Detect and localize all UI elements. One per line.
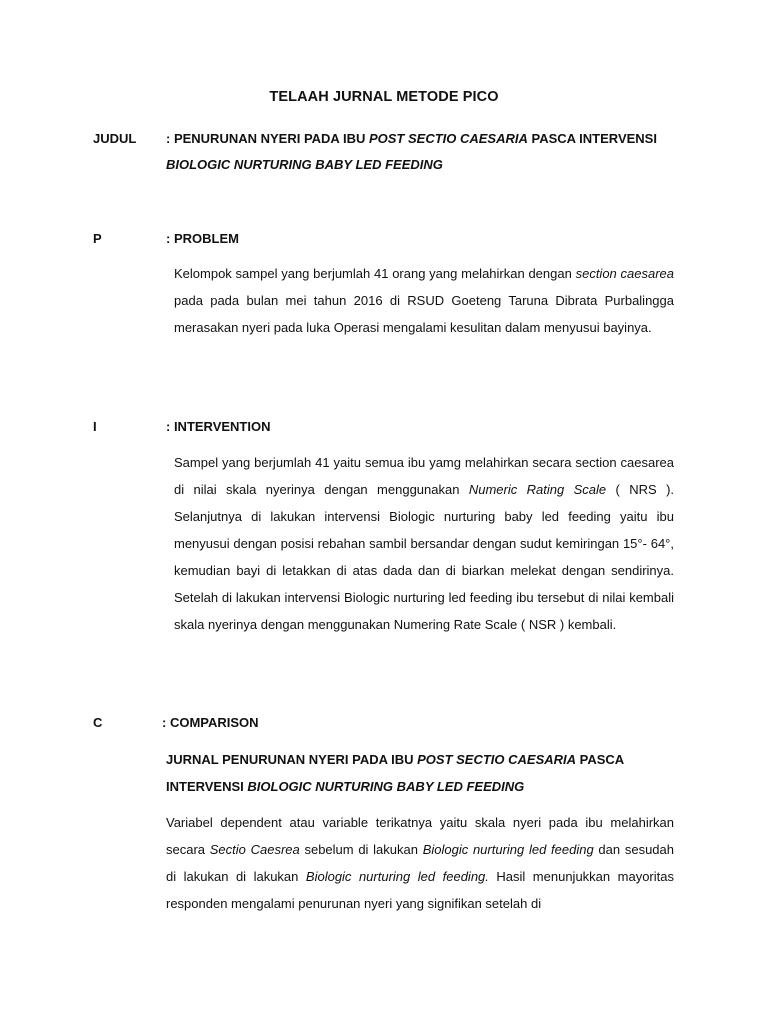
problem-text-1: Kelompok sampel yang berjumlah 41 orang yang melahirkan dengan: [174, 266, 576, 281]
comparison-journal-line-1: [166, 752, 624, 767]
judul-line-2: BIOLOGIC NURTURING BABY LED FEEDING: [166, 157, 443, 172]
intervention-italic-1: Numeric Rating Scale: [468, 482, 607, 497]
comparison-journal-italic: POST SECTIO CAESARIA: [417, 752, 577, 767]
intervention-text-1: Sampel yang berjumlah 41 yaitu semua ibu yamg melahirkan secara section caesarea di nilai skala nyerinya dengan menggunakan: [174, 455, 674, 497]
problem-label: P: [93, 231, 102, 246]
comparison-italic-3: Biologic nurturing led feeding.: [305, 869, 489, 884]
comparison-text-3: dan sesudah di lakukan di lakukan: [166, 842, 674, 884]
problem-italic-1: section caesarea: [575, 266, 675, 281]
comparison-text-4: Hasil menunjukkan mayoritas responden mengalami penurunan nyeri yang signifikan setelah di: [166, 869, 674, 911]
judul-label: JUDUL: [93, 131, 137, 146]
comparison-journal-suffix: PASCA: [576, 752, 625, 767]
problem-text-2: pada pada bulan mei tahun 2016 di RSUD Goeteng Taruna Dibrata Purbalingga merasakan nyeri pada luka Operasi mengalami kesulitan dalam menyusui bayinya.: [174, 293, 674, 335]
comparison-journal-2-prefix: INTERVENSI: [166, 779, 248, 794]
intervention-paragraph: [174, 449, 674, 638]
judul-line-1-italic: POST SECTIO CAESARIA: [368, 131, 528, 146]
intervention-heading: : INTERVENTION: [166, 419, 271, 434]
comparison-italic-1: Sectio Caesrea: [209, 842, 300, 857]
comparison-text-2: sebelum di lakukan: [299, 842, 423, 857]
comparison-text-1: Variabel dependent atau variable terikatnya yaitu skala nyeri pada ibu melahirkan secara: [166, 815, 674, 857]
problem-heading: : PROBLEM: [166, 231, 239, 246]
comparison-italic-2: Biologic nurturing led feeding: [422, 842, 594, 857]
comparison-journal-line-2: [166, 779, 524, 794]
comparison-journal-prefix: JURNAL PENURUNAN NYERI PADA IBU: [166, 752, 418, 767]
problem-paragraph: [174, 260, 674, 341]
judul-line-1-suffix: PASCA INTERVENSI: [527, 131, 657, 146]
judul-line-1: [166, 131, 657, 146]
comparison-heading: : COMPARISON: [162, 715, 259, 730]
intervention-text-2: ( NRS ). Selanjutnya di lakukan intervensi Biologic nurturing baby led feeding yaitu ibu menyusui dengan posisi rebahan sambil bersandar dengan sudut kemiringan 15°- 64°, kemudian bayi di letakkan di atas dada dan di biarkan melekat dengan sendirinya. Setelah di lakukan intervensi Biologic nurturing led feeding ibu tersebut di nilai kembali skala nyerinya dengan menggunakan Numering Rate Scale ( NSR ) kembali.: [174, 482, 675, 632]
comparison-paragraph: [166, 809, 674, 917]
comparison-label: C: [93, 715, 103, 730]
document-title: TELAAH JURNAL METODE PICO: [269, 89, 499, 105]
intervention-label: I: [93, 419, 97, 434]
judul-line-1-prefix: : PENURUNAN NYERI PADA IBU: [166, 131, 369, 146]
comparison-journal-2-italic: BIOLOGIC NURTURING BABY LED FEEDING: [247, 779, 525, 794]
